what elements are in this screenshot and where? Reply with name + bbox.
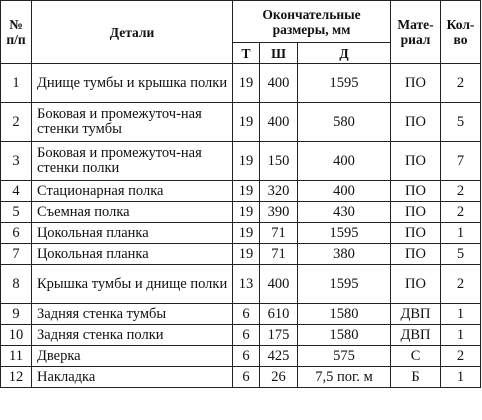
cell-quantity: 2 — [441, 346, 481, 367]
cell-quantity: 2 — [441, 202, 481, 223]
cell-material: ПО — [391, 64, 441, 103]
cell-number: 1 — [1, 64, 32, 103]
cell-length: 400 — [298, 181, 391, 202]
cell-number: 11 — [1, 346, 32, 367]
cell-width: 425 — [260, 346, 298, 367]
cell-number: 2 — [1, 103, 32, 142]
cell-thickness: 6 — [233, 346, 260, 367]
table-row — [1, 346, 481, 367]
cell-width: 71 — [260, 223, 298, 244]
cell-detail-name: Крышка тумбы и днище полки — [32, 265, 233, 304]
cell-length: 1595 — [298, 223, 391, 244]
cell-length: 575 — [298, 346, 391, 367]
table-row — [1, 223, 481, 244]
table-row — [1, 265, 481, 304]
cell-length: 1580 — [298, 304, 391, 325]
cell-thickness: 6 — [233, 325, 260, 346]
cell-material: ПО — [391, 103, 441, 142]
cell-detail-name: Задняя стенка полки — [32, 325, 233, 346]
cell-length: 7,5 пог. м — [298, 367, 391, 388]
table-row — [1, 103, 481, 142]
cell-detail-name: Цокольная планка — [32, 244, 233, 265]
cell-detail-name: Днище тумбы и крышка полки — [32, 64, 233, 103]
cell-quantity: 7 — [441, 142, 481, 181]
cell-quantity: 1 — [441, 367, 481, 388]
cell-width: 150 — [260, 142, 298, 181]
table-row — [1, 367, 481, 388]
header-material: Мате-риал — [391, 1, 441, 64]
cell-width: 400 — [260, 265, 298, 304]
cell-material: ДВП — [391, 325, 441, 346]
cell-thickness: 19 — [233, 103, 260, 142]
cell-detail-name: Боковая и промежуточ-ная стенки тумбы — [32, 103, 233, 142]
cell-material: ПО — [391, 202, 441, 223]
cell-material: ПО — [391, 223, 441, 244]
header-width: Ш — [260, 43, 298, 64]
cell-width: 320 — [260, 181, 298, 202]
cell-width: 175 — [260, 325, 298, 346]
cell-thickness: 19 — [233, 244, 260, 265]
cell-quantity: 1 — [441, 304, 481, 325]
cell-quantity: 5 — [441, 103, 481, 142]
header-number: № п/п — [1, 1, 32, 64]
table-row — [1, 202, 481, 223]
cell-material: ПО — [391, 181, 441, 202]
cell-thickness: 13 — [233, 265, 260, 304]
cell-length: 400 — [298, 142, 391, 181]
cell-number: 4 — [1, 181, 32, 202]
header-final-sizes: Окончательные размеры, мм — [233, 1, 391, 43]
cell-thickness: 6 — [233, 367, 260, 388]
table-row — [1, 304, 481, 325]
cell-number: 5 — [1, 202, 32, 223]
cell-detail-name: Цокольная планка — [32, 223, 233, 244]
cell-quantity: 1 — [441, 223, 481, 244]
cell-thickness: 19 — [233, 223, 260, 244]
header-details: Детали — [32, 1, 233, 64]
cell-detail-name: Стационарная полка — [32, 181, 233, 202]
cell-material: Б — [391, 367, 441, 388]
table-row — [1, 181, 481, 202]
cell-length: 1595 — [298, 265, 391, 304]
cell-material: ПО — [391, 265, 441, 304]
cell-material: ПО — [391, 244, 441, 265]
table-row — [1, 244, 481, 265]
cell-quantity: 2 — [441, 64, 481, 103]
cell-number: 6 — [1, 223, 32, 244]
cell-width: 610 — [260, 304, 298, 325]
cell-number: 8 — [1, 265, 32, 304]
cell-detail-name: Дверка — [32, 346, 233, 367]
cell-number: 3 — [1, 142, 32, 181]
cell-quantity: 1 — [441, 325, 481, 346]
cell-detail-name: Съемная полка — [32, 202, 233, 223]
cell-detail-name: Задняя стенка тумбы — [32, 304, 233, 325]
header-thickness: Т — [233, 43, 260, 64]
cell-number: 7 — [1, 244, 32, 265]
cell-thickness: 19 — [233, 202, 260, 223]
cell-length: 580 — [298, 103, 391, 142]
cell-number: 12 — [1, 367, 32, 388]
cell-width: 400 — [260, 64, 298, 103]
cell-length: 380 — [298, 244, 391, 265]
cell-length: 1580 — [298, 325, 391, 346]
cell-width: 400 — [260, 103, 298, 142]
cell-thickness: 19 — [233, 64, 260, 103]
table-row — [1, 64, 481, 103]
cell-width: 71 — [260, 244, 298, 265]
header-quantity: Кол-во — [441, 1, 481, 64]
cell-thickness: 6 — [233, 304, 260, 325]
table-row — [1, 142, 481, 181]
cell-length: 1595 — [298, 64, 391, 103]
cell-material: С — [391, 346, 441, 367]
cell-width: 390 — [260, 202, 298, 223]
cell-material: ПО — [391, 142, 441, 181]
cell-quantity: 2 — [441, 265, 481, 304]
cell-number: 9 — [1, 304, 32, 325]
cell-width: 26 — [260, 367, 298, 388]
cell-quantity: 5 — [441, 244, 481, 265]
cell-thickness: 19 — [233, 181, 260, 202]
cell-material: ДВП — [391, 304, 441, 325]
header-length: Д — [298, 43, 391, 64]
cell-number: 10 — [1, 325, 32, 346]
cell-length: 430 — [298, 202, 391, 223]
cell-thickness: 19 — [233, 142, 260, 181]
cell-detail-name: Боковая и промежуточ-ная стенки полки — [32, 142, 233, 181]
table-row — [1, 325, 481, 346]
cell-detail-name: Накладка — [32, 367, 233, 388]
cell-quantity: 2 — [441, 181, 481, 202]
